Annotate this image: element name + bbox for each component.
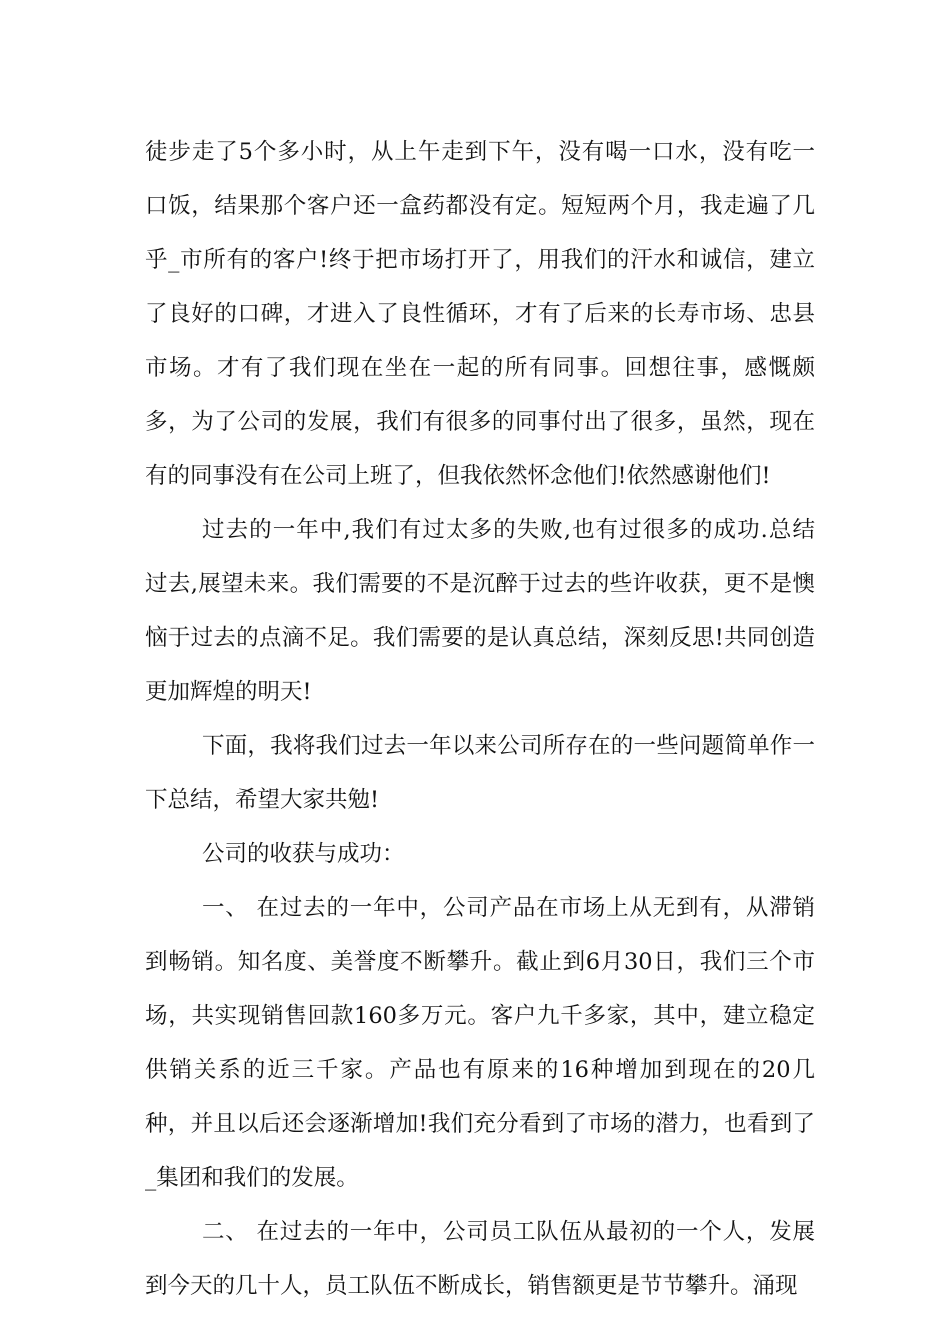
text-line: 下总结，希望大家共勉!: [145, 787, 380, 813]
text-line: 过去的一年中,我们有过太多的失败,也有过很多的成功.总结: [202, 517, 815, 543]
paragraph: [145, 1205, 815, 1313]
text-line: 种，并且以后还会逐渐增加!我们充分看到了市场的潜力，也看到了: [145, 1111, 815, 1137]
paragraph: [145, 881, 815, 1205]
text-line: 了良好的口碑，才进入了良性循环，才有了后来的长寿市场、忠县: [145, 301, 815, 327]
text-line: 公司的收获与成功：: [202, 841, 405, 867]
text-line: 到畅销。知名度、美誉度不断攀升。截止到6月30日，我们三个市: [145, 949, 815, 975]
paragraph: [145, 719, 815, 827]
text-line: _集团和我们的发展。: [145, 1165, 359, 1191]
text-line: 供销关系的近三千家。产品也有原来的16种增加到现在的20几: [145, 1057, 815, 1083]
text-line: 乎_市所有的客户!终于把市场打开了，用我们的汗水和诚信，建立: [145, 247, 815, 273]
text-line: 一、 在过去的一年中，公司产品在市场上从无到有，从滞销: [202, 895, 815, 921]
text-line: 多，为了公司的发展，我们有很多的同事付出了很多，虽然，现在: [145, 409, 815, 435]
paragraph: [145, 125, 815, 503]
text-line: 口饭，结果那个客户还一盒药都没有定。短短两个月，我走遍了几: [145, 193, 815, 219]
text-line: 下面，我将我们过去一年以来公司所存在的一些问题简单作一: [202, 733, 815, 759]
text-line: 有的同事没有在公司上班了，但我依然怀念他们!依然感谢他们!: [145, 463, 771, 489]
text-line: 恼于过去的点滴不足。我们需要的是认真总结，深刻反思!共同创造: [145, 625, 815, 651]
text-line: 到今天的几十人，员工队伍不断成长，销售额更是节节攀升。涌现: [145, 1273, 798, 1299]
paragraph: [145, 503, 815, 719]
text-line: 场，共实现销售回款160多万元。客户九千多家，其中，建立稳定: [145, 1003, 815, 1029]
text-line: 过去,展望未来。我们需要的不是沉醉于过去的些许收获，更不是懊: [145, 571, 815, 597]
document-body: [145, 125, 815, 1313]
text-line: 徒步走了5个多小时，从上午走到下午，没有喝一口水，没有吃一: [145, 139, 815, 165]
text-line: 二、 在过去的一年中，公司员工队伍从最初的一个人，发展: [202, 1219, 815, 1245]
text-line: 更加辉煌的明天!: [145, 679, 312, 705]
text-line: 市场。才有了我们现在坐在一起的所有同事。回想往事，感慨颇: [145, 355, 815, 381]
paragraph: [145, 827, 815, 881]
